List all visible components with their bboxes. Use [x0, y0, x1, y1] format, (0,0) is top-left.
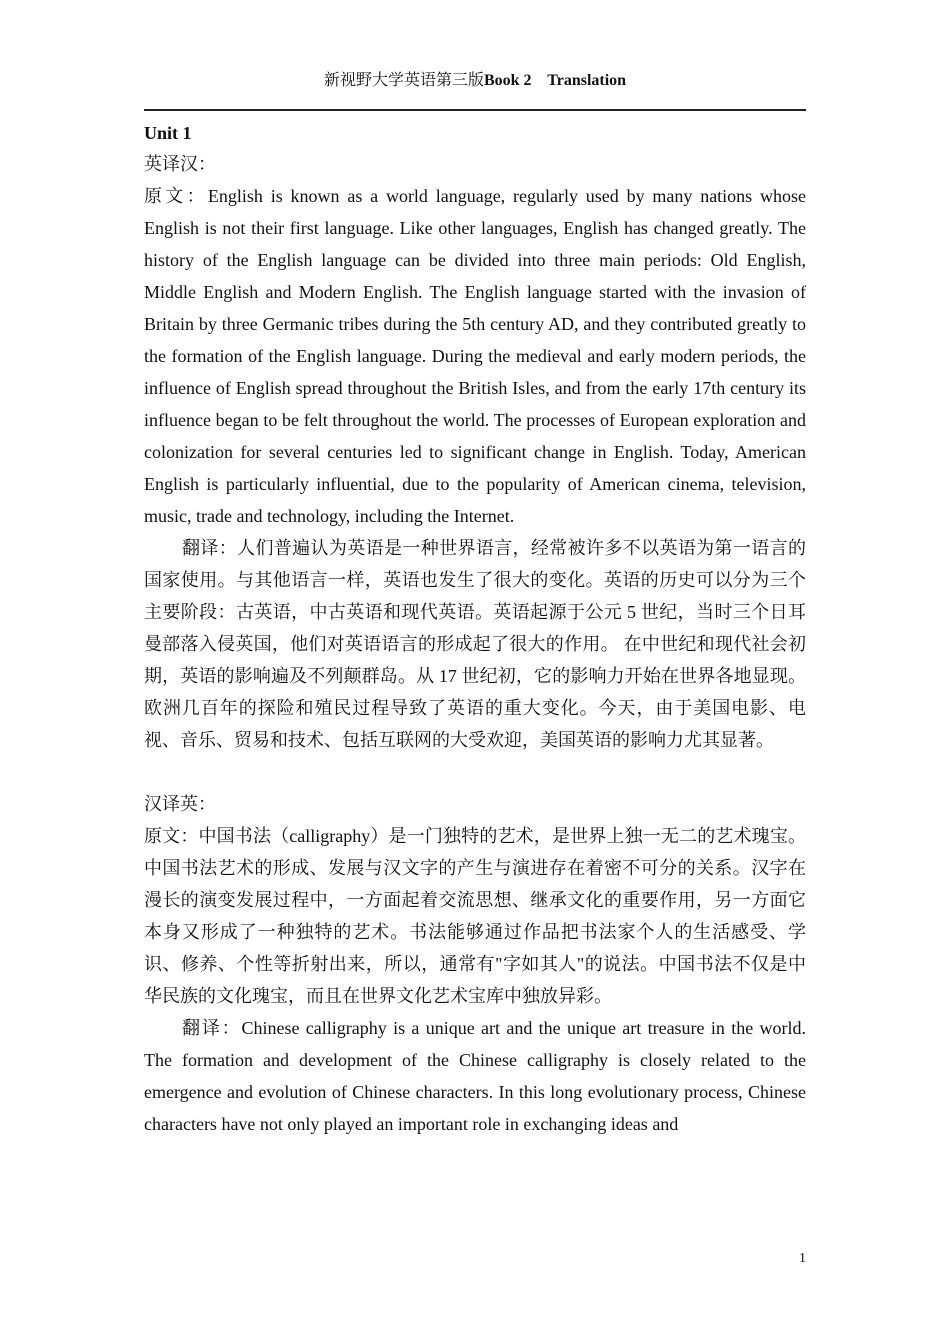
en-original-paragraph: 原文：English is known as a world language, regularly used by many nations whose English is not their first language. Like other languages, English has changed greatly. The history of the English language can be divided into three main periods: Old English, Middle English and Modern English. The English language started with the invasion of Britain by three Germanic tribes during the 5th century AD, and they contributed greatly to the formation of the English language. During the medieval and early modern periods, the influence of English spread throughout the British Isles, and from the early 17th century its influence began to be felt throughout the world. The processes of European exploration and colonization for several centuries led to significant change in English. Today, American English is particularly influential, due to the popularity of American cinema, television, music, trade and technology, including the Internet.	[144, 186, 806, 526]
page-body	[144, 118, 806, 1140]
section-label-cn-to-en: 汉译英：	[144, 794, 216, 814]
cn-original-paragraph: 原文：中国书法（calligraphy）是一门独特的艺术，是世界上独一无二的艺术瑰宝。中国书法艺术的形成、发展与汉文字的产生与演进存在着密不可分的关系。汉字在漫长的演变发展过程中，一方面起着交流思想、继承文化的重要作用，另一方面它本身又形成了一种独特的艺术。书法能够通过作品把书法家个人的生活感受、学识、修养、个性等折射出来，所以，通常有"字如其人"的说法。中国书法不仅是中华民族的文化瑰宝，而且在世界文化艺术宝库中独放异彩。	[144, 826, 806, 1006]
header-title-en: Book 2 Translation	[483, 72, 627, 89]
header-title-cn: 新视野大学英语第三版	[323, 72, 484, 89]
section-spacer	[144, 756, 806, 788]
header-rule	[144, 109, 806, 111]
cn-translation-paragraph: 翻译：人们普遍认为英语是一种世界语言，经常被许多不以英语为第一语言的国家使用。与其他语言一样，英语也发生了很大的变化。英语的历史可以分为三个主要阶段：古英语，中古英语和现代英语。英语起源于公元 5 世纪，当时三个日耳曼部落入侵英国，他们对英语语言的形成起了很大的作用。 在中世纪和现代社会初期，英语的影响遍及不列颠群岛。从 17 世纪初，它的影响力开始在世界各地显现。欧洲几百年的探险和殖民过程导致了英语的重大变化。今天，由于美国电影、电视、音乐、贸易和技术、包括互联网的大受欢迎，美国英语的影响力尤其显著。	[144, 538, 806, 750]
section-label-en-to-cn: 英译汉：	[144, 154, 216, 174]
unit-title: Unit 1	[144, 123, 192, 143]
en-translation-paragraph: 翻译：Chinese calligraphy is a unique art and the unique art treasure in the world. The formation and development of the Chinese calligraphy is closely related to the emergence and evolution of Chinese characters. In this long evolutionary process, Chinese characters have not only played an important role in exchanging ideas and	[144, 1018, 806, 1134]
page-header	[144, 70, 806, 92]
page-number: 1	[799, 1251, 806, 1266]
